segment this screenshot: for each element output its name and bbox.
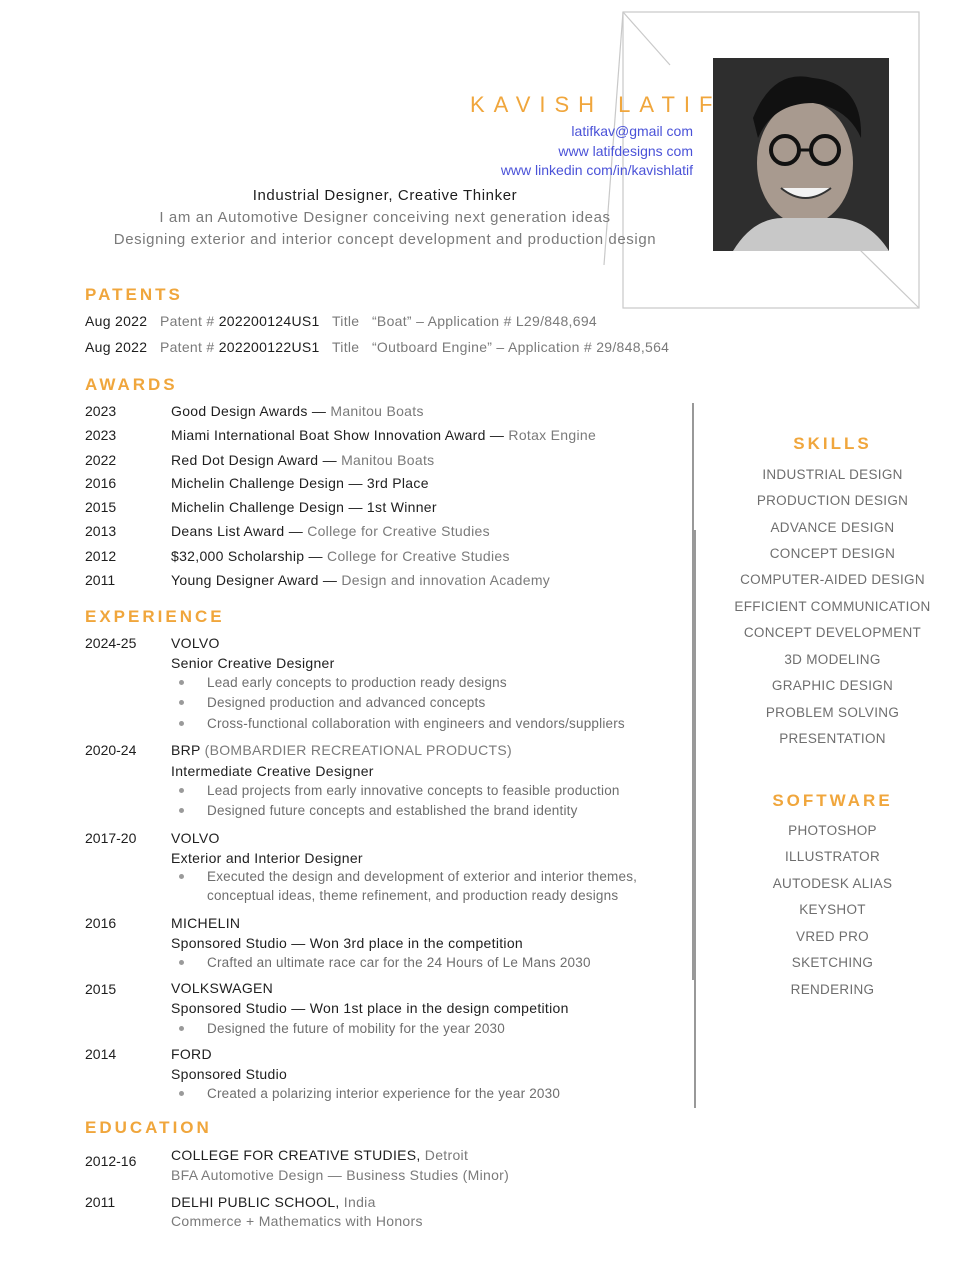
award-separator: — bbox=[284, 523, 308, 539]
award-entry bbox=[171, 499, 437, 515]
job-company: BRP bbox=[171, 742, 201, 758]
bullet-dot bbox=[179, 788, 184, 793]
award-entry bbox=[171, 452, 434, 468]
patent-title: “Outboard Engine” – Application # 29/848,564 bbox=[371, 339, 670, 355]
edu-place: India bbox=[339, 1194, 376, 1210]
job-years: 2024-25 bbox=[85, 635, 137, 651]
software-item: ILLUSTRATOR bbox=[784, 849, 881, 864]
tagline-line-2: Designing exterior and interior concept development and production design bbox=[113, 231, 657, 248]
software-item: PHOTOSHOP bbox=[788, 823, 877, 838]
skills-heading: SKILLS bbox=[793, 434, 872, 453]
award-name: Deans List Award bbox=[171, 523, 285, 539]
award-name: Michelin Challenge Design — 3rd Place bbox=[171, 475, 429, 491]
patent-row bbox=[85, 339, 669, 355]
job-years: 2020-24 bbox=[85, 742, 137, 758]
software-item: KEYSHOT bbox=[799, 902, 866, 917]
skill-item: EFFICIENT COMMUNICATION bbox=[734, 599, 931, 614]
award-year: 2016 bbox=[85, 475, 117, 491]
edu-years: 2012-16 bbox=[85, 1153, 137, 1169]
tagline-line-1: I am an Automotive Designer conceiving next generation ideas bbox=[159, 209, 611, 226]
patent-number: 202200122US1 bbox=[218, 339, 320, 355]
skill-item: INDUSTRIAL DESIGN bbox=[762, 467, 903, 482]
award-detail: Manitou Boats bbox=[341, 452, 435, 468]
job-company: VOLVO bbox=[171, 830, 220, 846]
patent-title-label: Title bbox=[331, 339, 360, 355]
job-bullet: Crafted an ultimate race car for the 24 Hours of Le Mans 2030 bbox=[207, 955, 591, 970]
bullet-dot bbox=[179, 1091, 184, 1096]
award-entry bbox=[171, 548, 510, 564]
edu-detail: Commerce + Mathematics with Honors bbox=[171, 1213, 423, 1229]
job-role: Intermediate Creative Designer bbox=[171, 763, 374, 779]
experience-heading: EXPERIENCE bbox=[85, 607, 225, 626]
edu-school: COLLEGE FOR CREATIVE STUDIES, bbox=[171, 1147, 421, 1163]
award-year: 2023 bbox=[85, 403, 117, 419]
patents-heading: PATENTS bbox=[85, 285, 183, 304]
job-role: Exterior and Interior Designer bbox=[171, 850, 363, 866]
award-year: 2015 bbox=[85, 499, 117, 515]
job-role: Senior Creative Designer bbox=[171, 655, 335, 671]
job-bullet: Designed production and advanced concepts bbox=[207, 695, 486, 710]
award-separator: — bbox=[304, 548, 328, 564]
job-bullet: Cross-functional collaboration with engineers and vendors/suppliers bbox=[207, 716, 625, 731]
award-name: Miami International Boat Show Innovation Award bbox=[171, 427, 486, 443]
award-separator: — bbox=[485, 427, 509, 443]
skill-item: PRESENTATION bbox=[779, 731, 886, 746]
award-entry bbox=[171, 403, 424, 419]
skill-item: ADVANCE DESIGN bbox=[770, 520, 895, 535]
job-bullet: Designed future concepts and established the brand identity bbox=[207, 803, 578, 818]
award-detail: Manitou Boats bbox=[330, 403, 424, 419]
bullet-dot bbox=[179, 700, 184, 705]
bullet-dot bbox=[179, 1026, 184, 1031]
job-years: 2014 bbox=[85, 1046, 117, 1062]
award-name: Michelin Challenge Design — 1st Winner bbox=[171, 499, 437, 515]
award-entry bbox=[171, 572, 550, 588]
patent-label: Patent # bbox=[159, 339, 215, 355]
award-entry bbox=[171, 523, 490, 539]
job-company: VOLVO bbox=[171, 635, 220, 651]
job-role: Sponsored Studio — Won 1st place in the design competition bbox=[171, 1000, 569, 1016]
patent-row bbox=[85, 313, 597, 329]
award-year: 2013 bbox=[85, 523, 117, 539]
software-item: SKETCHING bbox=[791, 955, 874, 970]
edu-place: Detroit bbox=[420, 1147, 469, 1163]
edu-school-line bbox=[171, 1147, 468, 1163]
website-link[interactable]: www latifdesigns com bbox=[558, 143, 693, 159]
software-heading: SOFTWARE bbox=[772, 791, 893, 810]
job-bullet: Executed the design and development of exterior and interior themes, bbox=[207, 869, 638, 884]
edu-school-line bbox=[171, 1194, 376, 1210]
patent-title: “Boat” – Application # L29/848,694 bbox=[371, 313, 597, 329]
job-years: 2015 bbox=[85, 981, 117, 997]
edu-detail: BFA Automotive Design — Business Studies (Minor) bbox=[171, 1167, 510, 1183]
award-year: 2022 bbox=[85, 452, 117, 468]
award-name: Good Design Awards bbox=[171, 403, 308, 419]
bullet-dot bbox=[179, 680, 184, 685]
software-item: RENDERING bbox=[790, 982, 875, 997]
award-separator: — bbox=[307, 403, 331, 419]
job-bullet: Lead projects from early innovative concepts to feasible production bbox=[207, 783, 620, 798]
job-role: Sponsored Studio bbox=[171, 1066, 288, 1082]
job-company: FORD bbox=[171, 1046, 212, 1062]
job-company: MICHELIN bbox=[171, 915, 241, 931]
bullet-dot bbox=[179, 960, 184, 965]
award-separator: — bbox=[318, 452, 342, 468]
software-item: VRED PRO bbox=[796, 929, 869, 944]
job-role: Sponsored Studio — Won 3rd place in the competition bbox=[171, 935, 524, 951]
skill-item: GRAPHIC DESIGN bbox=[771, 678, 894, 693]
award-detail: Rotax Engine bbox=[508, 427, 597, 443]
patent-label: Patent # bbox=[159, 313, 215, 329]
profile-photo bbox=[713, 58, 889, 251]
skill-item: CONCEPT DESIGN bbox=[769, 546, 896, 561]
candidate-name: KAVISH LATIF bbox=[470, 92, 722, 117]
job-bullet: Designed the future of mobility for the year 2030 bbox=[207, 1021, 505, 1036]
award-name: $32,000 Scholarship bbox=[171, 548, 305, 564]
job-bullet: Lead early concepts to production ready designs bbox=[207, 675, 507, 690]
skill-item: PROBLEM SOLVING bbox=[765, 705, 900, 720]
job-company-line bbox=[171, 742, 512, 758]
job-years: 2017-20 bbox=[85, 830, 137, 846]
role-title: Industrial Designer, Creative Thinker bbox=[252, 187, 518, 204]
job-bullet: conceptual ideas, theme refinement, and production ready designs bbox=[207, 888, 619, 903]
edu-school: DELHI PUBLIC SCHOOL, bbox=[171, 1194, 340, 1210]
bullet-dot bbox=[179, 808, 184, 813]
award-separator: — bbox=[318, 572, 342, 588]
patent-title-label: Title bbox=[331, 313, 360, 329]
job-company: VOLKSWAGEN bbox=[171, 980, 274, 996]
job-years: 2016 bbox=[85, 915, 117, 931]
patent-number: 202200124US1 bbox=[218, 313, 320, 329]
awards-heading: AWARDS bbox=[85, 375, 178, 394]
skill-item: 3D MODELING bbox=[784, 652, 881, 667]
skill-item: COMPUTER-AIDED DESIGN bbox=[740, 572, 925, 587]
linkedin-link[interactable]: www linkedin com/in/kavishlatif bbox=[500, 162, 693, 178]
patent-date: Aug 2022 bbox=[85, 313, 148, 329]
award-year: 2023 bbox=[85, 427, 117, 443]
award-entry bbox=[171, 475, 429, 491]
award-year: 2011 bbox=[85, 572, 116, 588]
job-bullet: Created a polarizing interior experience for the year 2030 bbox=[207, 1086, 561, 1101]
bullet-dot bbox=[179, 721, 184, 726]
edu-years: 2011 bbox=[85, 1194, 116, 1210]
email-link[interactable]: latifkav@gmail com bbox=[571, 123, 693, 139]
award-name: Young Designer Award bbox=[171, 572, 319, 588]
award-entry bbox=[171, 427, 596, 443]
education-heading: EDUCATION bbox=[85, 1118, 212, 1137]
award-detail: College for Creative Studies bbox=[307, 523, 490, 539]
award-detail: College for Creative Studies bbox=[327, 548, 510, 564]
skill-item: PRODUCTION DESIGN bbox=[756, 493, 909, 508]
patent-date: Aug 2022 bbox=[85, 339, 148, 355]
skill-item: CONCEPT DEVELOPMENT bbox=[743, 625, 922, 640]
job-company-extra: (BOMBARDIER RECREATIONAL PRODUCTS) bbox=[200, 742, 512, 758]
software-item: AUTODESK ALIAS bbox=[772, 876, 893, 891]
award-year: 2012 bbox=[85, 548, 117, 564]
award-name: Red Dot Design Award bbox=[171, 452, 319, 468]
bullet-dot bbox=[179, 874, 184, 879]
award-detail: Design and innovation Academy bbox=[341, 572, 551, 588]
